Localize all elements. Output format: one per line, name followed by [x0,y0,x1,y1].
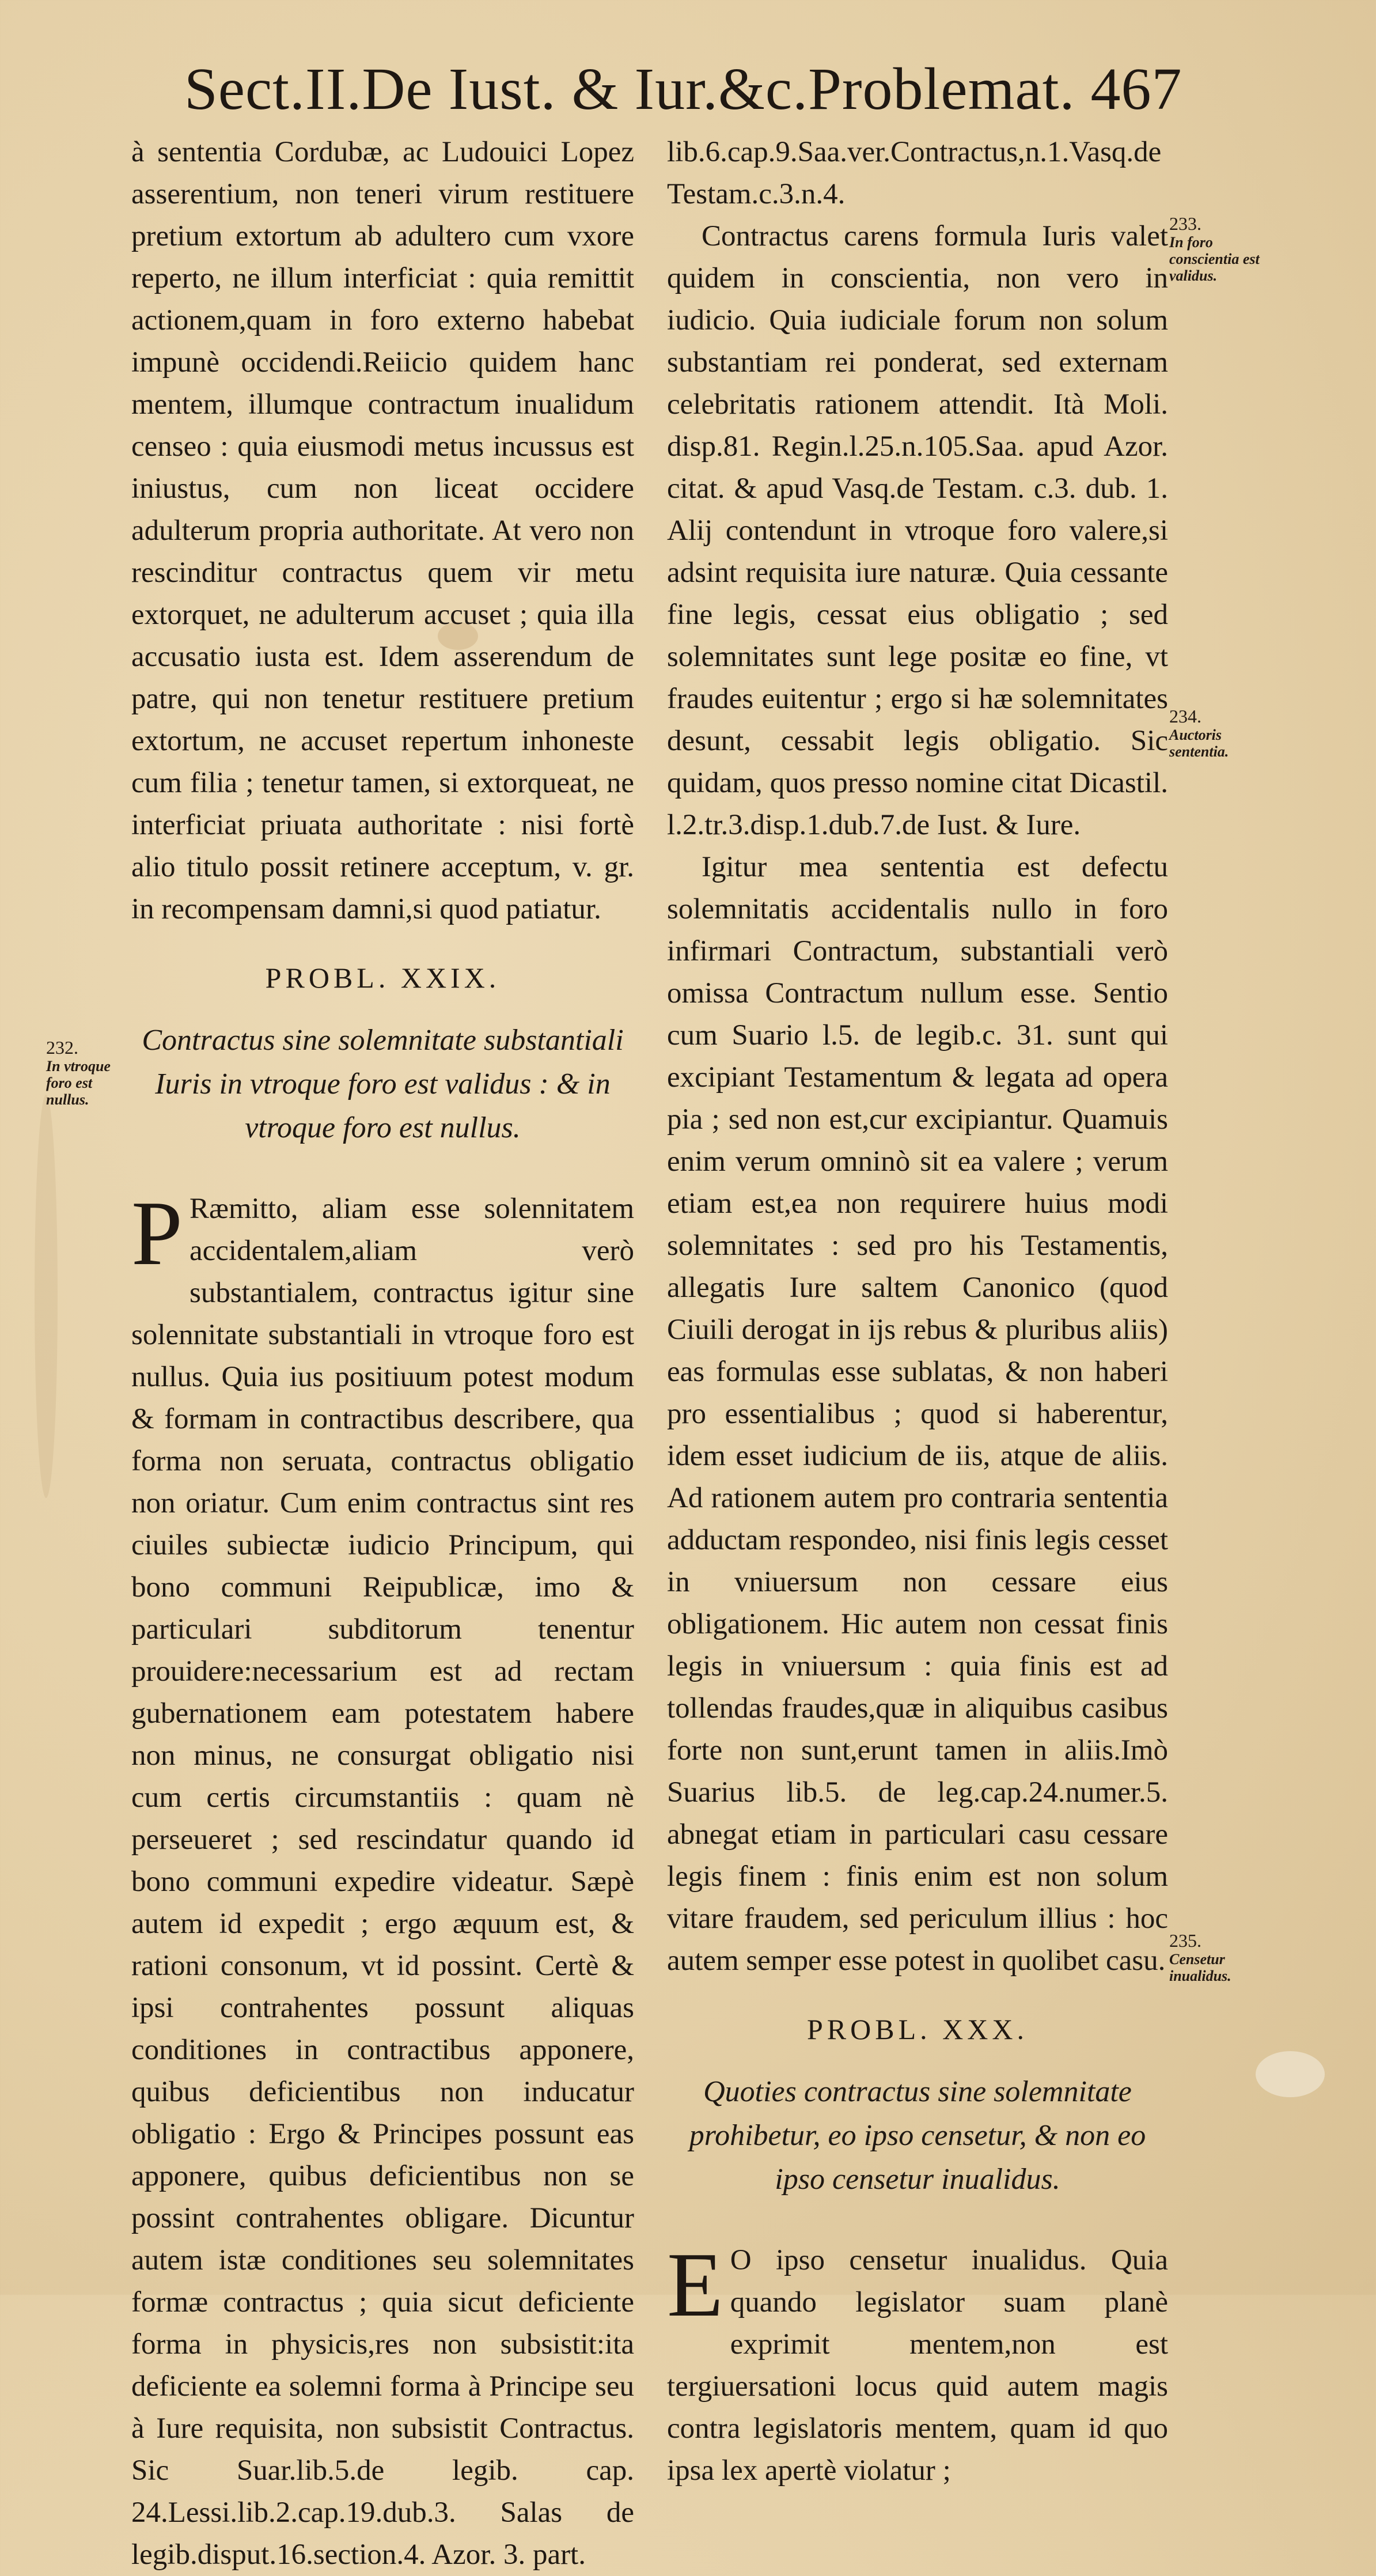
margin-note-text: Auctoris sententia. [1169,727,1229,760]
edge-wear [35,1095,58,1498]
running-head: Sect.II.De Iust. & Iur.&c.Problemat. 467 [184,56,1182,122]
paragraph: Contractus carens formula Iuris valet quidem in conscientia, non vero in iudicio. Quia iudiciale forum non solum substantiam rei ponderat, sed externam celebritatis rationem attendit. Ità Moli. disp.81. Regin.l.25.n.105.Saa. apud Azor. citat. & apud Vasq.de Testam. c.3. dub. 1. Alij contendunt in vtroque foro valere,si adsint requisita iure naturæ. Quia cessante fine legis, cessat eius obligatio ; sed solemnitates sunt lege positæ eo fine, vt fraudes euitentur ; ergo si hæ solemnitates desunt, cessabit legis obligatio. Sic quidam, quos presso nomine citat Dicastil. l.2.tr.3.disp.1.dub.7.de Iust. & Iure. [667,220,1168,841]
problem-heading: PROBL. XXIX. [265,962,501,994]
margin-note-232 [46,1037,132,1108]
paragraph-text: O ipso censetur inualidus. Quia quando legislator suam planè exprimit mentem,non est tergiuersationi locus quid autem magis contra legislatoris mentem, quam id quo ipsa lex apertè violatur ; [667,2244,1168,2487]
margin-note-number: 233. [1169,213,1201,234]
paper-damage [1256,2051,1325,2097]
margin-note-text: In foro conscientia est validus. [1169,234,1260,284]
margin-note-233 [1169,213,1261,284]
paragraph [131,1182,634,2576]
margin-note-text: In vtroque foro est nullus. [46,1058,111,1108]
paragraph-text: Ræmitto, aliam esse solennitatem accidentalem,aliam verò substantialem, contractus igitur sine solennitate substantiali in vtroque foro est nullus. Quia ius positiuum potest modum & formam in contractibus describere, qua forma non seruata, contractus obligatio non oriatur. Cum enim contractus sint res ciuiles subiectæ iudicio Principum, qui bono communi Reipublicæ, imo & particulari subditorum tenentur prouidere:necessarium est ad rectam gubernationem eam potestatem habere non minus, ne consurgat obligatio nisi cum certis circumstantiis : quam nè perseueret ; sed rescindatur quando id bono communi expedire videatur. Sæpè autem id expedit ; ergo æquum est, & rationi consonum, vt id possint. Certè & ipsi contrahentes possunt aliquas conditiones in contractibus apponere, quibus deficientibus non inducatur obligatio : Ergo & Principes possunt eas apponere, quibus deficientibus non se possint contrahentes obligare. Dicuntur autem istæ conditiones seu solemnitates formæ contractus ; quia sicut deficiente forma in physicis,res non subsistit:ita deficiente ea solemni forma à Principe seu à Iure requisita, non subsistit Contractus. Sic Suar.lib.5.de legib. cap. 24.Lessi.lib.2.cap.19.dub.3. Salas de legib.disput.16.section.4. Azor. 3. part. [131,1193,634,2571]
paragraph: à sententia Cordubæ, ac Ludouici Lopez asserentium, non teneri virum restituere pretium extortum ab adultero cum vxore reperto, ne illum interficiat : quia remittit actionem,quam in foro externo habebat impunè occidendi.Reiicio quidem hanc mentem, illumque contractum inualidum censeo : quia eiusmodi metus incussus est iniustus, cum non liceat occidere adulterum propria authoritate. At vero non rescinditur contractus quem vir metu extorquet, ne adulterum accuset ; quia illa accusatio iusta est. Idem asserendum de patre, qui non tenetur restituere pretium extortum, ne accuset repertum inhoneste cum filia ; tenetur tamen, si extorqueat, ne interficiat priuata authoritate : nisi fortè alio titulo possit retinere acceptum, v. gr. in recompensam damni,si quod patiatur. [131,136,634,925]
margin-note-235 [1169,1930,1261,1984]
margin-note-234 [1169,706,1261,760]
paragraph: Igitur mea sententia est defectu solemnitatis accidentalis nullo in foro infirmari Contractum, substantiali verò omissa Contractum nullum esse. Sentio cum Suario l.5. de legib.c. 31. sunt qui excipiant Testamentum & legata ad opera pia ; sed non est,cur excipiantur. Quamuis enim verum omninò sit ea valere ; verum etiam est,ea non requirere huius modi solemnitates : sed pro his Testamentis, allegatis Iure saltem Canonico (quod Ciuili derogat in ijs rebus & pluribus aliis) eas formulas esse sublatas, & non haberi pro essentialibus ; quod si haberentur, idem esset iudicium de iis, atque de aliis. Ad rationem autem pro contraria sententia adductam respondeo, nisi finis legis cesset in vniuersum non cessare eius obligationem. Hic autem non cessat finis legis in vniuersum : quia finis est ad tollendas fraudes,quæ in aliquibus casibus forte non sunt,erunt tamen in aliis.Imò Suarius lib.5. de leg.cap.24.numer.5. abnegat etiam in particulari casu cessare legis finem : finis enim est non solum vitare fraudem, sed periculum illius : hoc autem semper esse potest in quolibet casu. [667,851,1168,1977]
problem-title: Quoties contractus sine solemnitate prohibetur, eo ipso censetur, & non eo ipso censetur inualidus. [689,2075,1146,2196]
paragraph [667,2233,1168,2492]
drop-cap: E [667,2233,723,2336]
margin-note-number: 235. [1169,1930,1201,1951]
left-column [131,131,634,2576]
problem-heading: PROBL. XXX. [807,2013,1028,2045]
margin-note-number: 234. [1169,706,1201,727]
drop-cap: P [131,1182,183,1284]
margin-note-text: Censetur inualidus. [1169,1951,1231,1984]
paragraph: lib.6.cap.9.Saa.ver.Contractus,n.1.Vasq.de Testam.c.3.n.4. [667,136,1162,210]
right-column [667,131,1168,2492]
margin-note-number: 232. [46,1037,78,1058]
problem-title: Contractus sine solemnitate substantiali Iuris in vtroque foro est validus : & in vtroque foro est nullus. [142,1024,624,1144]
